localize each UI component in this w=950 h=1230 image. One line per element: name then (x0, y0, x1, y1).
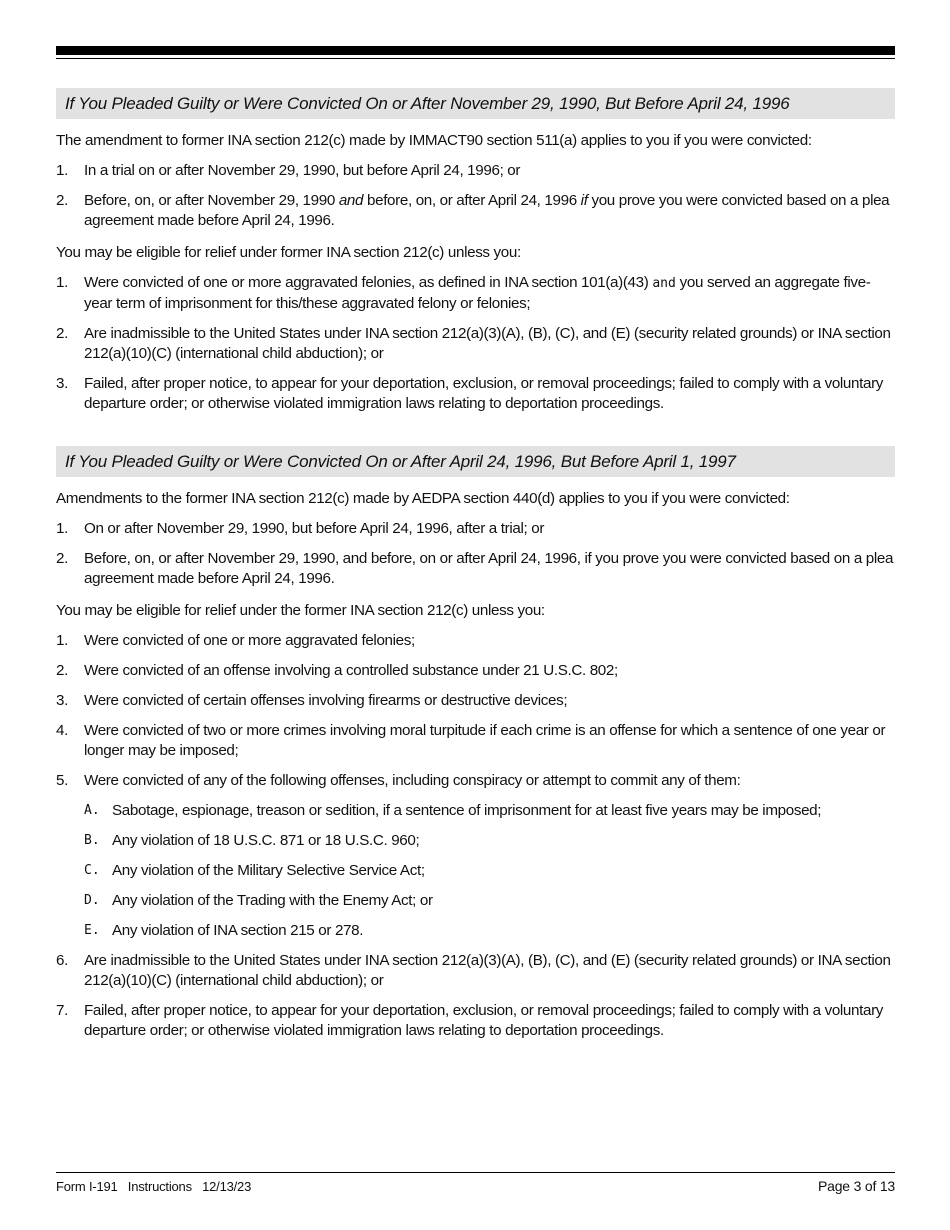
list-item: 2. Before, on, or after November 29, 1990 and before, on, or after April 24, 1996 if you prove you were convicted based on a plea agreement made before April 24, 1996. (56, 192, 890, 229)
list-item: 5. Were convicted of any of the following offenses, including conspiracy or attempt to commit any of them: (56, 772, 741, 789)
section1-eligibility-intro: You may be eligible for relief under former INA section 212(c) unless you: (56, 244, 521, 261)
section2-eligibility-intro: You may be eligible for relief under the former INA section 212(c) unless you: (56, 602, 545, 619)
section1-conviction-list (56, 161, 895, 231)
footer-form-id: Form I-191 Instructions 12/13/23 (56, 1179, 252, 1194)
section2-conviction-list (56, 519, 895, 589)
section2-eligibility-list (56, 631, 895, 791)
header-rule-thick (56, 46, 895, 55)
list-item: 1. On or after November 29, 1990, but before April 24, 1996, after a trial; or (56, 520, 545, 537)
list-item: 3. Were convicted of certain offenses involving firearms or destructive devices; (56, 692, 568, 709)
list-item: 6. Are inadmissible to the United States under INA section 212(a)(3)(A), (B), (C), and (E) (security related grounds) or INA section 212(a)(10)(C) (international child abduction); or (56, 952, 891, 989)
sub-list-item: B. Any violation of 18 U.S.C. 871 or 18 U.S.C. 960; (84, 832, 420, 849)
offense-sublist (56, 801, 895, 941)
header-rule-thin (56, 58, 895, 59)
list-item: 2. Were convicted of an offense involving a controlled substance under 21 U.S.C. 802; (56, 662, 618, 679)
sub-list-item: C. Any violation of the Military Selective Service Act; (84, 862, 425, 879)
footer-page-number: Page 3 of 13 (818, 1178, 895, 1194)
section2-intro: Amendments to the former INA section 212(c) made by AEDPA section 440(d) applies to you if you were convicted: (56, 490, 790, 507)
list-item: 7. Failed, after proper notice, to appear for your deportation, exclusion, or removal proceedings; failed to comply with a voluntary departure order; or otherwise violated immigration laws relating to deportation proceedings. (56, 1002, 884, 1039)
section2-eligibility-list-continued (56, 951, 895, 1041)
list-item: 4. Were convicted of two or more crimes involving moral turpitude if each crime is an offense for which a sentence of one year or longer may be imposed; (56, 722, 886, 759)
section1-intro: The amendment to former INA section 212(c) made by IMMACT90 section 511(a) applies to you if you were convicted: (56, 132, 812, 149)
list-item: 3. Failed, after proper notice, to appear for your deportation, exclusion, or removal proceedings; failed to comply with a voluntary departure order; or otherwise violated immigration laws relating to deportation proceedings. (56, 375, 884, 412)
page-content (56, 88, 895, 1041)
sub-list-item: E. Any violation of INA section 215 or 278. (84, 922, 364, 939)
list-item: 2. Are inadmissible to the United States under INA section 212(a)(3)(A), (B), (C), and (E) (security related grounds) or INA section 212(a)(10)(C) (international child abduction); or (56, 325, 891, 362)
list-item: 1. Were convicted of one or more aggravated felonies, as defined in INA section 101(a)(43) and you served an aggregate five-year term of imprisonment for this/these aggravated felony or felonies; (56, 274, 871, 312)
section1-eligibility-list (56, 273, 895, 414)
sub-list-item: D. Any violation of the Trading with the Enemy Act; or (84, 892, 433, 909)
section-heading-1990-1996: If You Pleaded Guilty or Were Convicted On or After November 29, 1990, But Before April 24, 1996 (56, 88, 895, 119)
list-item: 1. Were convicted of one or more aggravated felonies; (56, 632, 415, 649)
section-heading-1996-1997: If You Pleaded Guilty or Were Convicted On or After April 24, 1996, But Before April 1, 1997 (56, 446, 895, 477)
list-item: 1. In a trial on or after November 29, 1990, but before April 24, 1996; or (56, 162, 521, 179)
list-item: 2. Before, on, or after November 29, 1990, and before, on or after April 24, 1996, if you prove you were convicted based on a plea agreement made before April 24, 1996. (56, 550, 894, 587)
sub-list-item: A. Sabotage, espionage, treason or sedition, if a sentence of imprisonment for at least five years may be imposed; (84, 802, 822, 819)
footer-rule (56, 1172, 895, 1173)
document-page (56, 0, 895, 1230)
